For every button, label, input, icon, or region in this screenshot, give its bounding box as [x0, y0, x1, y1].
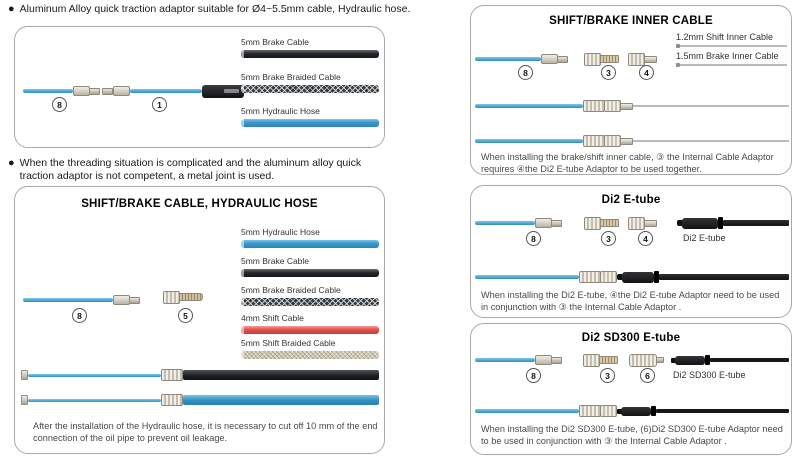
swatch-label: 4mm Shift Cable: [241, 313, 304, 323]
knurled-nut-icon: [583, 354, 600, 367]
blue-cable-icon: [475, 409, 579, 413]
joint-coupler-icon: [161, 394, 183, 406]
black-cable-icon: [710, 358, 789, 362]
gray-cable-icon: [633, 105, 789, 107]
black-hose-icon: [183, 370, 379, 380]
smooth-pin-icon: [620, 138, 633, 145]
brake-braided-cable-swatch: [241, 298, 379, 306]
part-number-badge-8: 8: [72, 308, 87, 323]
swatch-row: [241, 227, 379, 248]
blue-cable-icon: [475, 57, 541, 61]
smooth-pin-icon: [644, 56, 657, 63]
part-number-badge-3: 3: [600, 368, 615, 383]
smooth-pin-icon: [656, 357, 664, 363]
ferrule-icon: [541, 54, 558, 64]
intro-note-2: [8, 157, 396, 183]
assembled-inner-cable-1: [475, 100, 789, 112]
cable-end-assembly-8: [23, 294, 140, 306]
swatch-label: 5mm Brake Braided Cable: [241, 285, 341, 295]
ferrule-icon: [535, 218, 552, 228]
brand-mark: [224, 89, 239, 93]
blue-cable-icon: [475, 139, 583, 143]
adaptor-coupler-icon: [583, 135, 605, 147]
swatch-row: [241, 37, 379, 58]
bullet-icon: ●: [8, 157, 15, 169]
blue-cable-icon: [23, 89, 73, 93]
ferrule-icon: [113, 295, 130, 305]
metal-joint-panel: [14, 186, 385, 454]
assembled-blue-hose: [21, 394, 379, 406]
black-cable-icon: [723, 220, 789, 226]
swatch-label: 5mm Brake Cable: [241, 37, 310, 47]
part-number-badge-8: 8: [52, 97, 67, 112]
brake-cable-swatch: [241, 50, 379, 58]
connector-body-icon: [675, 356, 705, 365]
ferrule-pin-icon: [551, 220, 562, 227]
end-cap-icon: [21, 370, 28, 380]
cable-label: 1.5mm Brake Inner Cable: [676, 51, 779, 61]
assembled-inner-cable-2: [475, 135, 789, 147]
inner-cable-panel: [470, 5, 792, 175]
part-number-badge-6: 6: [640, 368, 655, 383]
black-cable-icon: [659, 274, 789, 280]
part-number-badge-8: 8: [526, 368, 541, 383]
black-cable-icon: [656, 409, 789, 413]
knurled-nut-icon: [163, 291, 180, 304]
bullet-icon: ●: [8, 3, 15, 15]
gray-cable-icon: [680, 64, 787, 66]
swatch-label: 5mm Hydraulic Hose: [241, 227, 320, 237]
quick-adaptor-panel: [14, 26, 385, 148]
internal-cable-adaptor-part-3: [584, 217, 619, 229]
brake-cable-swatch: [241, 269, 379, 277]
di2-etube-adaptor-part-4: [628, 53, 657, 65]
smooth-pin-icon: [644, 220, 657, 227]
panel-note: When installing the Di2 SD300 E-tube, (6)Di2 SD300 E-tube Adaptor need to be used in conjunction with ③ the Internal Cable Adaptor .: [481, 424, 783, 447]
ferrule-icon: [113, 86, 130, 96]
quick-adaptor-assembly-1: [103, 84, 244, 98]
connector-body-icon: [621, 407, 651, 416]
swatch-row: [241, 285, 379, 306]
adaptor-coupler-icon: [583, 100, 605, 112]
panel-note: When installing the brake/shift inner cable, ③ the Internal Cable Adaptor requires ④the Di2 E-tube Adaptor to be used together.: [481, 152, 774, 175]
connector-body-icon: [622, 272, 654, 283]
di2-etube-panel: [470, 185, 792, 318]
quick-traction-adaptor-icon: [202, 85, 244, 98]
panel-note: When installing the Di2 E-tube, ④the Di2 E-tube Adaptor need to be used in conjunction with ③ the Internal Cable Adaptor .: [481, 290, 780, 313]
blue-cable-icon: [130, 89, 202, 93]
assembled-black-hose: [21, 369, 379, 381]
threaded-stud-icon: [600, 55, 619, 63]
hydraulic-hose-swatch: [241, 240, 379, 248]
blue-cable-icon: [475, 221, 535, 225]
gray-cable-icon: [633, 140, 789, 142]
brake-inner-cable-icon: [676, 63, 787, 67]
panel-title: Di2 E-tube: [601, 194, 661, 206]
knurled-nut-icon: [584, 217, 601, 230]
part-number-badge-8: 8: [526, 231, 541, 246]
gray-cable-icon: [680, 45, 787, 47]
cable-end-assembly-8: [475, 217, 562, 229]
swatch-row: [241, 313, 379, 334]
cable-end-assembly-8: [23, 85, 100, 97]
part-number-badge-5: 5: [178, 308, 193, 323]
internal-cable-adaptor-part-3: [583, 354, 618, 366]
panel-title: SHIFT/BRAKE CABLE, HYDRAULIC HOSE: [81, 198, 318, 210]
blue-hose-icon: [183, 395, 379, 405]
smooth-pin-icon: [620, 103, 633, 110]
ferrule-icon: [535, 355, 552, 365]
di2-etube-adaptor-part-4: [628, 217, 657, 229]
adaptor-coupler-icon: [604, 100, 621, 112]
swatch-label: 5mm Brake Braided Cable: [241, 72, 341, 82]
hydraulic-hose-swatch: [241, 119, 379, 127]
part-number-badge-1: 1: [152, 97, 167, 112]
shift-cable-swatch: [241, 326, 379, 334]
ferrule-pin-icon: [89, 88, 100, 95]
panel-title: Di2 SD300 E-tube: [581, 332, 681, 344]
swatch-row: [241, 256, 379, 277]
part-number-badge-3: 3: [601, 65, 616, 80]
threaded-screw-icon: [179, 293, 203, 301]
joint-coupler-icon: [161, 369, 183, 381]
blue-cable-icon: [475, 104, 583, 108]
cable-label: Di2 E-tube: [683, 233, 726, 243]
blue-cable-icon: [475, 275, 579, 279]
brake-braided-cable-swatch: [241, 85, 379, 93]
intro-note-1: [8, 3, 438, 16]
adaptor-coupler-icon: [579, 405, 601, 417]
swatch-row: [241, 72, 379, 93]
panel-note: After the installation of the Hydraulic hose, it is necessary to cut off 10 mm of the end connection of the oil pipe to prevent oil leakage.: [33, 421, 378, 444]
cable-label: Di2 SD300 E-tube: [673, 370, 746, 380]
blue-cable-icon: [28, 399, 161, 402]
adaptor-coupler-icon: [600, 271, 617, 283]
swatch-label: 5mm Brake Cable: [241, 256, 310, 266]
part-number-badge-4: 4: [638, 231, 653, 246]
part-number-badge-8: 8: [518, 65, 533, 80]
swatch-row: [241, 106, 379, 127]
sd300-adaptor-part-6: [629, 354, 664, 366]
adaptor-coupler-icon: [600, 405, 617, 417]
intro-note-2-text: When the threading situation is complicated and the aluminum alloy quick traction adaptor is not competent, a metal joint is used.: [19, 157, 362, 183]
barrel-adaptor-icon: [629, 354, 657, 367]
swatch-row: [241, 338, 379, 359]
internal-cable-adaptor-part-3: [584, 53, 619, 65]
ferrule-pin-icon: [557, 56, 568, 63]
assembled-di2-etube: [475, 270, 789, 284]
threaded-stud-icon: [600, 219, 619, 227]
metal-joint-part-5: [163, 290, 203, 304]
swatch-label: 5mm Hydraulic Hose: [241, 106, 320, 116]
knurled-nut-icon: [628, 53, 645, 66]
blue-cable-icon: [475, 358, 535, 362]
blue-cable-icon: [28, 374, 161, 377]
knurled-nut-icon: [628, 217, 645, 230]
adaptor-coupler-icon: [579, 271, 601, 283]
cable-label: 1.2mm Shift Inner Cable: [676, 32, 774, 42]
end-cap-icon: [21, 395, 28, 405]
threaded-stud-icon: [599, 356, 618, 364]
part-number-badge-3: 3: [601, 231, 616, 246]
shift-inner-cable-icon: [676, 44, 787, 48]
di2-etube-connector-icon: [677, 215, 789, 231]
swatch-label: 5mm Shift Braided Cable: [241, 338, 336, 348]
ferrule-pin-icon: [102, 88, 113, 95]
shift-braided-cable-swatch: [241, 351, 379, 359]
cable-end-assembly-8: [475, 354, 562, 366]
assembled-di2-sd300: [475, 404, 789, 418]
connector-body-icon: [682, 218, 718, 229]
ferrule-icon: [73, 86, 90, 96]
cable-end-assembly-8: [475, 53, 568, 65]
knurled-nut-icon: [584, 53, 601, 66]
blue-cable-icon: [23, 298, 113, 302]
panel-title: SHIFT/BRAKE INNER CABLE: [549, 15, 713, 27]
intro-note-1-text: Aluminum Alloy quick traction adaptor suitable for Ø4~5.5mm cable, Hydraulic hose.: [19, 3, 411, 15]
ferrule-pin-icon: [129, 297, 140, 304]
di2-sd300-panel: [470, 323, 792, 455]
di2-sd300-connector-icon: [671, 354, 789, 366]
part-number-badge-4: 4: [639, 65, 654, 80]
ferrule-pin-icon: [551, 357, 562, 364]
adaptor-coupler-icon: [604, 135, 621, 147]
